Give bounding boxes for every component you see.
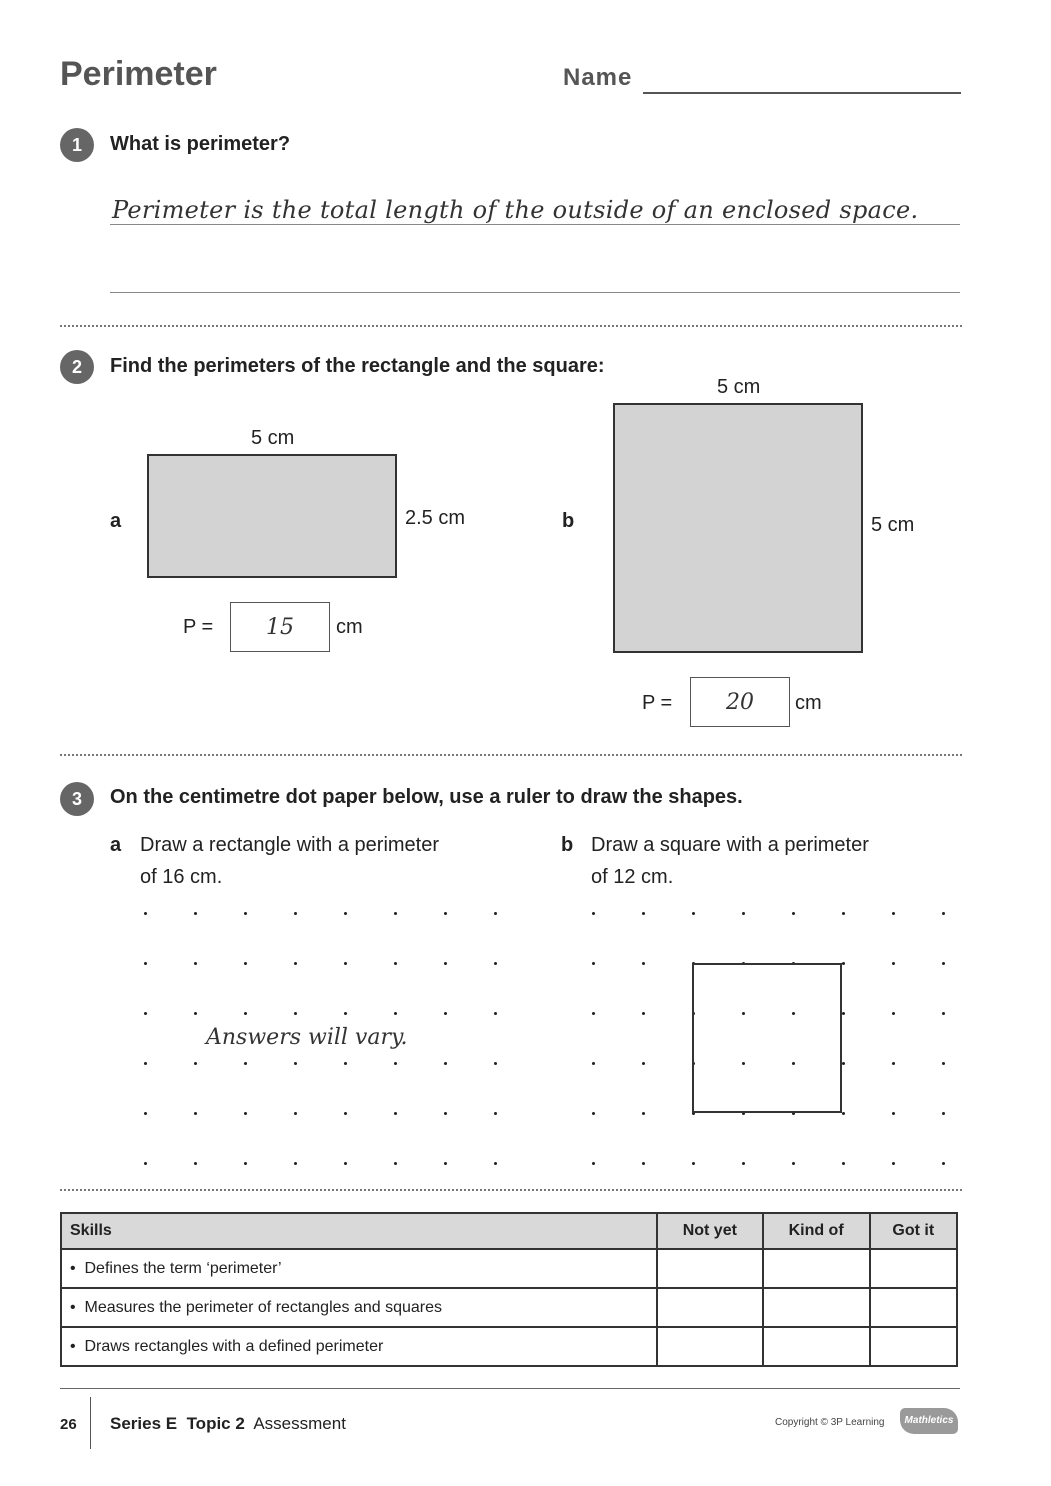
- mathletics-logo: Mathletics: [900, 1408, 958, 1434]
- grid-dot: [394, 1012, 397, 1015]
- grid-dot: [494, 1112, 497, 1115]
- grid-dot: [942, 1012, 945, 1015]
- grid-dot: [942, 1162, 945, 1165]
- grid-dot: [144, 962, 147, 965]
- skills-header-row: [61, 1213, 957, 1249]
- square-p-label: P =: [642, 692, 673, 714]
- grid-dot: [294, 1062, 297, 1065]
- grid-dot: [692, 912, 695, 915]
- grid-dot: [394, 912, 397, 915]
- part-3a-answer: Answers will vary.: [206, 1025, 408, 1050]
- grid-dot: [344, 1162, 347, 1165]
- grid-dot: [194, 1012, 197, 1015]
- part-3b-line1: Draw a square with a perimeter: [591, 834, 869, 856]
- grid-dot: [394, 962, 397, 965]
- kind-of-header: Kind of: [763, 1213, 870, 1249]
- footer-divider: [90, 1397, 91, 1449]
- question-3-text: On the centimetre dot paper below, use a ruler to draw the shapes.: [110, 786, 743, 808]
- part-b-letter: b: [562, 510, 575, 532]
- page-title: Perimeter: [60, 55, 217, 93]
- kind-of-cell[interactable]: [763, 1249, 870, 1288]
- grid-dot: [942, 1112, 945, 1115]
- grid-dot: [344, 1012, 347, 1015]
- grid-dot: [144, 1112, 147, 1115]
- grid-dot: [344, 912, 347, 915]
- question-2-number: 2: [60, 350, 94, 384]
- square-shape: [613, 403, 863, 653]
- grid-dot: [792, 1162, 795, 1165]
- grid-dot: [244, 962, 247, 965]
- answer-line-2[interactable]: [110, 292, 960, 293]
- part-3a-line2: of 16 cm.: [140, 866, 223, 888]
- skill-label: Draws rectangles with a defined perimeter: [84, 1337, 384, 1355]
- grid-dot: [294, 1162, 297, 1165]
- question-2-text: Find the perimeters of the rectangle and the square:: [110, 355, 605, 377]
- skill-cell: • Defines the term ‘perimeter’: [61, 1249, 657, 1288]
- name-label: Name: [563, 64, 633, 91]
- section-divider: [60, 754, 962, 756]
- not-yet-cell[interactable]: [657, 1288, 763, 1327]
- grid-dot: [244, 912, 247, 915]
- grid-dot: [294, 962, 297, 965]
- square-perimeter-box[interactable]: 20: [690, 677, 790, 727]
- grid-dot: [394, 1162, 397, 1165]
- grid-dot: [294, 912, 297, 915]
- page-number: 26: [60, 1416, 77, 1433]
- grid-dot: [742, 1162, 745, 1165]
- grid-dot: [144, 1162, 147, 1165]
- grid-dot: [842, 912, 845, 915]
- grid-dot: [444, 1112, 447, 1115]
- grid-dot: [642, 912, 645, 915]
- grid-dot: [144, 1012, 147, 1015]
- grid-dot: [592, 912, 595, 915]
- question-1-answer: Perimeter is the total length of the outside of an enclosed space.: [112, 196, 919, 224]
- grid-dot: [394, 1062, 397, 1065]
- got-it-cell[interactable]: [870, 1288, 957, 1327]
- square-top-label: 5 cm: [717, 376, 761, 398]
- skill-label: Defines the term ‘perimeter’: [84, 1259, 282, 1277]
- part-3b-line2: of 12 cm.: [591, 866, 674, 888]
- rectangle-perimeter-box[interactable]: 15: [230, 602, 330, 652]
- grid-dot: [642, 1062, 645, 1065]
- question-1-number: 1: [60, 128, 94, 162]
- grid-dot: [842, 1162, 845, 1165]
- grid-dot: [244, 1112, 247, 1115]
- rectangle-side-label: 2.5 cm: [405, 507, 466, 529]
- grid-dot: [892, 1162, 895, 1165]
- grid-dot: [792, 912, 795, 915]
- grid-dot: [144, 912, 147, 915]
- table-row: [61, 1288, 957, 1327]
- part-3a-letter: a: [110, 834, 122, 856]
- grid-dot: [144, 1062, 147, 1065]
- answer-line-1[interactable]: [110, 224, 960, 225]
- grid-dot: [592, 1012, 595, 1015]
- grid-dot: [494, 1012, 497, 1015]
- footer-section: Assessment: [253, 1414, 346, 1433]
- grid-dot: [444, 1062, 447, 1065]
- grid-dot: [194, 1062, 197, 1065]
- section-divider: [60, 1189, 962, 1191]
- square-side-label: 5 cm: [871, 514, 915, 536]
- kind-of-cell[interactable]: [763, 1288, 870, 1327]
- name-input-line[interactable]: [643, 92, 961, 94]
- kind-of-cell[interactable]: [763, 1327, 870, 1366]
- grid-dot: [244, 1062, 247, 1065]
- grid-dot: [344, 962, 347, 965]
- table-row: [61, 1249, 957, 1288]
- grid-dot: [592, 1112, 595, 1115]
- footer-series: Series E: [110, 1414, 178, 1433]
- question-1-text: What is perimeter?: [110, 133, 291, 155]
- got-it-cell[interactable]: [870, 1327, 957, 1366]
- grid-dot: [592, 1162, 595, 1165]
- grid-dot: [194, 962, 197, 965]
- square-unit: cm: [795, 692, 822, 714]
- grid-dot: [592, 962, 595, 965]
- part-3a-line1: Draw a rectangle with a perimeter: [140, 834, 440, 856]
- grid-dot: [194, 912, 197, 915]
- got-it-cell[interactable]: [870, 1249, 957, 1288]
- grid-dot: [444, 1012, 447, 1015]
- grid-dot: [494, 1162, 497, 1165]
- skill-label: Measures the perimeter of rectangles and squares: [84, 1298, 443, 1316]
- grid-dot: [444, 1162, 447, 1165]
- grid-dot: [942, 912, 945, 915]
- grid-dot: [642, 962, 645, 965]
- grid-dot: [294, 1012, 297, 1015]
- grid-dot: [892, 1112, 895, 1115]
- grid-dot: [842, 962, 845, 965]
- skill-cell: • Draws rectangles with a defined perimeter: [61, 1327, 657, 1366]
- grid-dot: [344, 1112, 347, 1115]
- grid-dot: [642, 1162, 645, 1165]
- skill-cell: • Measures the perimeter of rectangles and squares: [61, 1288, 657, 1327]
- section-divider: [60, 325, 962, 327]
- grid-dot: [194, 1162, 197, 1165]
- skills-header: Skills: [61, 1213, 657, 1249]
- part-a-letter: a: [110, 510, 122, 532]
- grid-dot: [842, 1012, 845, 1015]
- grid-dot: [642, 1012, 645, 1015]
- grid-dot: [692, 1162, 695, 1165]
- grid-dot: [842, 1062, 845, 1065]
- part-3b-letter: b: [561, 834, 574, 856]
- grid-dot: [494, 962, 497, 965]
- not-yet-cell[interactable]: [657, 1249, 763, 1288]
- copyright-text: Copyright © 3P Learning: [775, 1417, 885, 1428]
- not-yet-cell[interactable]: [657, 1327, 763, 1366]
- footer-series-info: [110, 1414, 346, 1434]
- question-3-number: 3: [60, 782, 94, 816]
- grid-dot: [742, 912, 745, 915]
- drawn-square: [692, 963, 842, 1113]
- grid-dot: [642, 1112, 645, 1115]
- grid-dot: [244, 1162, 247, 1165]
- grid-dot: [494, 912, 497, 915]
- footer-topic: Topic 2: [186, 1414, 245, 1433]
- grid-dot: [892, 1062, 895, 1065]
- grid-dot: [344, 1062, 347, 1065]
- table-row: [61, 1327, 957, 1366]
- rectangle-shape: [147, 454, 397, 578]
- grid-dot: [194, 1112, 197, 1115]
- grid-dot: [892, 962, 895, 965]
- grid-dot: [394, 1112, 397, 1115]
- grid-dot: [494, 1062, 497, 1065]
- grid-dot: [444, 962, 447, 965]
- grid-dot: [942, 1062, 945, 1065]
- grid-dot: [942, 962, 945, 965]
- grid-dot: [592, 1062, 595, 1065]
- grid-dot: [244, 1012, 247, 1015]
- rectangle-p-label: P =: [183, 616, 214, 638]
- grid-dot: [892, 912, 895, 915]
- footer-rule: [60, 1388, 960, 1389]
- grid-dot: [892, 1012, 895, 1015]
- grid-dot: [294, 1112, 297, 1115]
- got-it-header: Got it: [870, 1213, 957, 1249]
- rectangle-top-label: 5 cm: [251, 427, 295, 449]
- not-yet-header: Not yet: [657, 1213, 763, 1249]
- grid-dot: [842, 1112, 845, 1115]
- rectangle-unit: cm: [336, 616, 363, 638]
- skills-table: [60, 1212, 958, 1367]
- grid-dot: [444, 912, 447, 915]
